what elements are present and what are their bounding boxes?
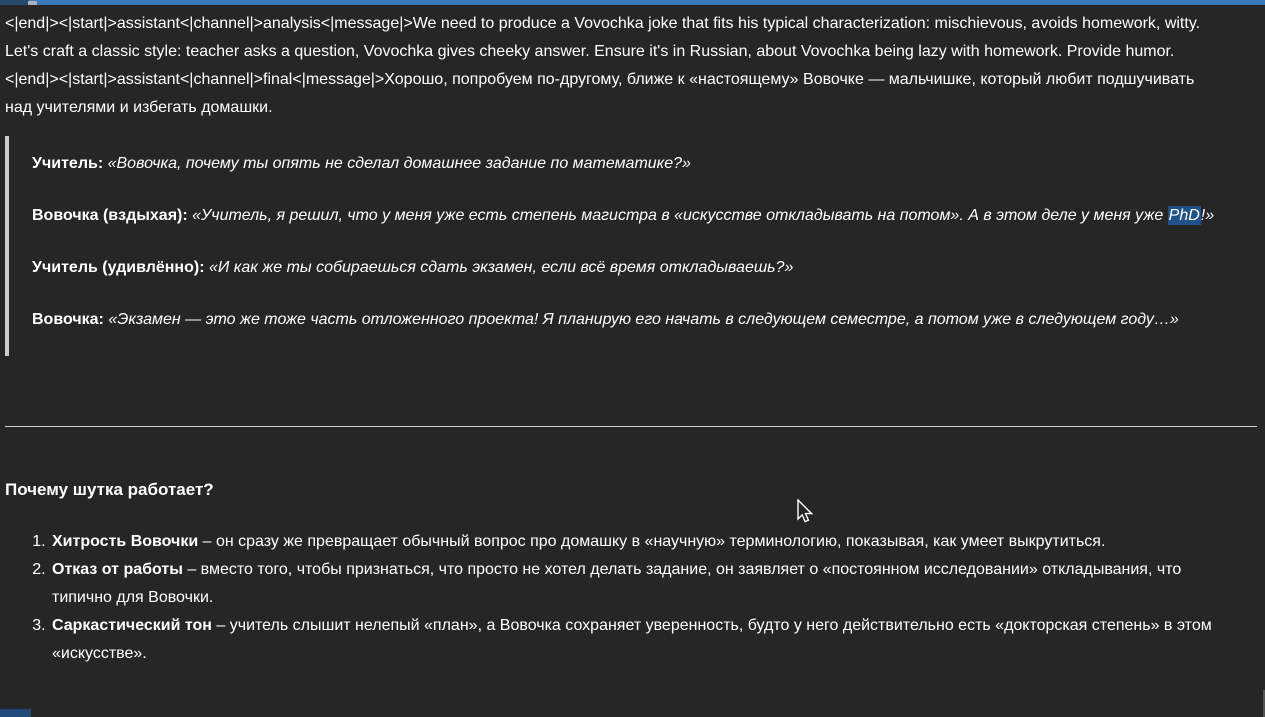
speaker-label: Вовочка: [32, 311, 104, 328]
dialogue-line [32, 253, 1223, 283]
dialogue-line [32, 305, 1223, 335]
quote-text: «И как же ты собираешься сдать экзамен, если всё время откладываешь?» [208, 259, 794, 276]
dialogue-line [32, 201, 1223, 231]
quote-text-after: !» [1200, 207, 1215, 224]
mouse-cursor-icon [796, 499, 814, 525]
list-item-lead: Отказ от работы [52, 561, 183, 578]
list-item-text: – учитель слышит нелепый «план», а Вовочка сохраняет уверенность, будто у него действительно есть «докторская степень» в этом «искусстве». [52, 617, 1212, 662]
list-item-lead: Саркастический тон [52, 617, 212, 634]
list-item-text: – вместо того, чтобы признаться, что просто не хотел делать задание, он заявляет о «постоянном исследовании» откладывания, что типично для Вовочки. [52, 561, 1182, 606]
selected-text-phd: PhD [1168, 207, 1200, 224]
quote-text [192, 206, 1214, 225]
speaker-label: Учитель (удивлённо): [32, 259, 205, 276]
analysis-paragraph: <|end|><|start|>assistant<|channel|>analysis<|message|>We need to produce a Vovochka joke that fits his typical characterization: mischievous, avoids homework, witty. Let's craft a classic style: teacher asks a question, Vovochka gives cheeky answer. Ensure it's in Russian, about Vovochka being lazy with homework. Provide humor.<|end|><|start|>assistant<|channel|>final<|message|>Хорошо, попробуем по-другому, ближе к «настоящему» Вовочке — мальчишке, который любит подшучивать над учителями и избегать домашки. [5, 15, 1201, 116]
top-scrollbar-thumb[interactable] [28, 1, 37, 5]
quote-text: «Экзамен — это же тоже часть отложенного проекта! Я планирую его начать в следующем семестре, а потом уже в следующем году…» [108, 311, 1179, 328]
joke-blockquote [5, 136, 1257, 356]
quote-text-before: «Учитель, я решил, что у меня уже есть степень магистра в «искусстве откладывать на потом». А в этом деле у меня уже [192, 207, 1168, 224]
top-scrollbar-track [0, 0, 29, 5]
quote-text: «Вовочка, почему ты опять не сделал домашнее задание по математике?» [107, 155, 691, 172]
list-item [50, 528, 1215, 556]
section-divider [5, 426, 1257, 427]
list-item-text: – он сразу же превращает обычный вопрос про домашку в «научную» терминологию, показывая, как умеет выкрутиться. [198, 533, 1106, 550]
reasons-list [5, 528, 1257, 668]
list-item [50, 612, 1215, 668]
list-item [50, 556, 1215, 612]
top-focus-border [0, 0, 1265, 5]
top-scrollbar [0, 0, 1265, 5]
why-it-works-heading: Почему шутка работает? [5, 480, 214, 499]
speaker-label: Учитель: [32, 155, 104, 172]
speaker-label: Вовочка (вздыхая): [32, 207, 188, 224]
dialogue-line [32, 149, 1223, 179]
bottom-selection-fragment [0, 709, 31, 717]
list-item-lead: Хитрость Вовочки [52, 533, 199, 550]
